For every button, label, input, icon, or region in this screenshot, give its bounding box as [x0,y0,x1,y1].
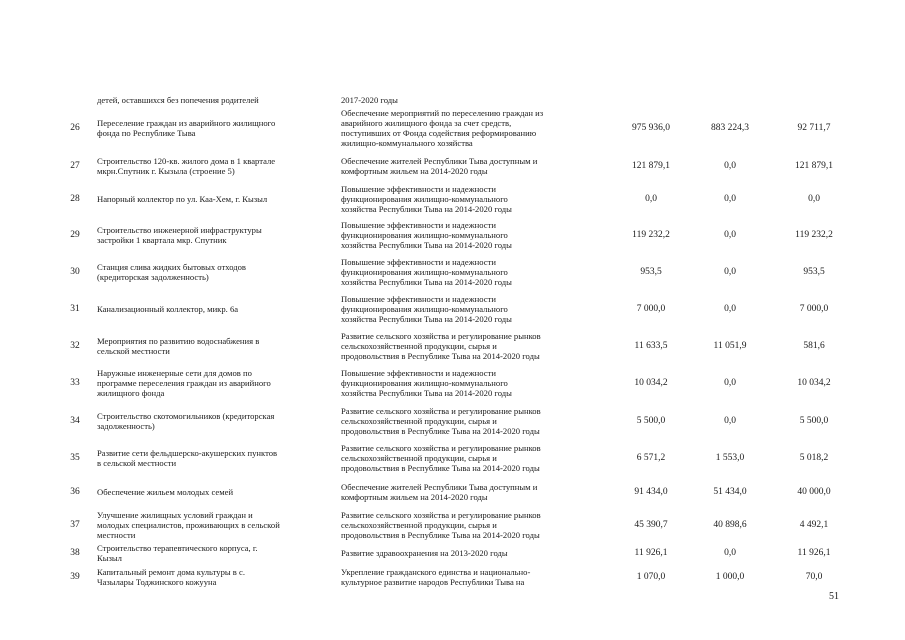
row-program-line: Обеспечение жителей Республики Тыва доступным и [341,155,538,166]
row-number: 27 [70,161,80,171]
row-name-line: Улучшение жилищных условий граждан и [97,509,253,520]
row-program-line: сельскохозяйственной продукции, сырья и [341,519,497,530]
row-name-line: сельской местности [97,346,170,356]
row-value-federal: 1 000,0 [715,572,745,582]
row-name-line: (кредиторская задолженность) [97,272,209,282]
row-value-republic: 121 879,1 [795,161,833,171]
row-value-republic: 7 000,0 [799,304,829,314]
row-program-line: комфортным жильем на 2014-2020 годы [341,166,488,176]
row-program [341,257,603,288]
row-name-line: Мероприятия по развитию водоснабжения в [97,335,260,346]
row-program [341,406,603,437]
row-program-line: Обеспечение жителей Республики Тыва доступным и [341,481,538,492]
row-program [341,368,603,399]
row-program-line: Обеспечение мероприятий по переселению граждан из [341,107,544,118]
row-name-line: жилищного фонда [97,388,165,399]
row-value-republic: 0,0 [808,194,820,204]
row-value-republic: 4 492,1 [799,520,829,530]
row-name [97,156,337,176]
row-value-republic: 11 926,1 [797,548,831,558]
row-program [341,510,603,541]
row-program-line: хозяйства Республики Тыва на 2014-2020 годы [341,204,512,215]
row-name-line: Напорный коллектор по ул. Каа-Хем, г. Кызыл [97,193,268,204]
row-number: 33 [70,378,80,388]
row-program-line: Повышение эффективности и надежности [341,219,496,230]
row-number: 39 [70,572,80,582]
row-program [341,331,603,362]
row-name [97,487,337,497]
row-name [97,118,337,138]
row-program-line: Повышение эффективности и надежности [341,183,496,194]
row-name-line: молодых специалистов, проживающих в сельской [97,519,280,530]
row-name-line: Обеспечение жильем молодых семей [97,486,234,497]
row-program-line: аварийного жилищного фонда за счет средств, [341,117,512,128]
row-program-line: продовольствия в Республике Тыва на 2014-2020 годы [341,530,540,541]
row-program-line: Повышение эффективности и надежности [341,367,496,378]
row-value-total: 975 936,0 [632,123,670,133]
row-program-line: функционирования жилищно-коммунального [341,303,508,314]
row-number: 28 [70,194,80,204]
row-number: 34 [70,416,80,426]
row-program-line: Развитие сельского хозяйства и регулирование рынков [341,442,541,453]
row-name [97,448,337,468]
row-program-line: Развитие сельского хозяйства и регулирование рынков [341,330,541,341]
row-name-line: фонда по Республике Тыва [97,128,196,138]
row-program-line: сельскохозяйственной продукции, сырья и [341,340,497,351]
top-row-program [341,95,603,105]
row-value-total: 10 034,2 [634,378,668,388]
row-program-line: Развитие сельского хозяйства и регулирование рынков [341,405,541,416]
row-name [97,304,337,314]
row-value-total: 121 879,1 [632,161,670,171]
row-value-federal: 51 434,0 [713,487,747,497]
row-program [341,294,603,325]
row-name-line: Развитие сети фельдшерско-акушерских пунктов [97,447,278,458]
row-program-line: хозяйства Республики Тыва на 2014-2020 годы [341,277,512,288]
row-program-line: Укрепление гражданского единства и национально- [341,566,531,577]
row-program-line: функционирования жилищно-коммунального [341,229,508,240]
row-value-republic: 953,5 [803,267,825,277]
row-program-line: хозяйства Республики Тыва на 2014-2020 годы [341,240,512,251]
row-value-federal: 40 898,6 [713,520,747,530]
row-value-republic: 10 034,2 [797,378,831,388]
row-program-line: продовольствия в Республике Тыва на 2014-2020 годы [341,463,540,474]
row-program-line: сельскохозяйственной продукции, сырья и [341,415,497,426]
row-program-line: комфортным жильем на 2014-2020 годы [341,492,488,502]
row-name-line: Строительство терапевтического корпуса, г. [97,542,258,553]
top-row-program-text: 2017-2020 годы [341,95,398,105]
row-name-line: Кызыл [97,553,122,563]
row-program [341,482,603,502]
row-program [341,548,603,558]
row-value-republic: 70,0 [805,572,823,582]
row-number: 32 [70,341,80,351]
row-name-line: программе переселения граждан из аварийного [97,377,271,388]
row-number: 37 [70,520,80,530]
row-name [97,368,337,399]
row-program [341,567,603,587]
row-program-line: сельскохозяйственной продукции, сырья и [341,452,497,463]
row-program-line: Развитие здравоохранения на 2013-2020 годы [341,547,508,558]
row-program-line: Повышение эффективности и надежности [341,256,496,267]
row-name-line: Станция слива жидких бытовых отходов [97,261,246,272]
row-name [97,510,337,541]
row-value-federal: 0,0 [724,194,736,204]
row-program-line: жилищно-коммунального хозяйства [341,138,473,149]
row-program [341,108,603,149]
row-program-line: продовольствия в Республике Тыва на 2014-2020 годы [341,351,540,362]
row-name [97,411,337,431]
row-program-line: продовольствия в Республике Тыва на 2014-2020 годы [341,426,540,437]
row-program [341,220,603,251]
top-row-name-text: детей, оставшихся без попечения родителей [97,95,259,105]
row-program-line: хозяйства Республики Тыва на 2014-2020 годы [341,388,512,399]
row-name [97,543,337,563]
row-program-line: поступивших от Фонда содействия реформированию [341,128,537,138]
row-value-total: 1 070,0 [636,572,666,582]
row-name [97,262,337,282]
row-value-federal: 0,0 [724,161,736,171]
row-name-line: задолженность) [97,421,155,431]
row-value-total: 5 500,0 [636,416,666,426]
row-name-line: Наружные инженерные сети для домов по [97,367,252,378]
row-number: 29 [70,230,80,240]
row-value-total: 953,5 [640,267,662,277]
row-name-line: Капитальный ремонт дома культуры в с. [97,566,245,577]
row-value-total: 11 633,5 [634,341,668,351]
row-program-line: функционирования жилищно-коммунального [341,266,508,277]
row-value-total: 11 926,1 [634,548,668,558]
row-value-total: 6 571,2 [636,453,666,463]
row-value-republic: 40 000,0 [797,487,831,497]
row-name [97,567,337,587]
row-name-line: в сельской местности [97,458,177,468]
row-program [341,184,603,215]
row-value-total: 0,0 [645,194,657,204]
row-value-federal: 0,0 [724,378,736,388]
row-name-line: местности [97,530,136,541]
row-name-line: Канализационный коллектор, микр. 6а [97,303,239,314]
row-value-federal: 1 553,0 [715,453,745,463]
row-value-total: 7 000,0 [636,304,666,314]
row-program-line: хозяйства Республики Тыва на 2014-2020 годы [341,314,512,325]
row-value-republic: 581,6 [803,341,825,351]
row-name [97,194,337,204]
row-value-total: 45 390,7 [634,520,668,530]
row-name-line: Переселение граждан из аварийного жилищного [97,117,276,128]
top-row-name [97,95,337,105]
row-program [341,156,603,176]
row-number: 30 [70,267,80,277]
row-program-line: функционирования жилищно-коммунального [341,377,508,388]
row-name-line: Строительство 120-кв. жилого дома в 1 квартале [97,155,276,166]
row-value-federal: 0,0 [724,230,736,240]
row-value-republic: 5 018,2 [799,453,829,463]
row-value-federal: 0,0 [724,548,736,558]
row-name-line: Строительство скотомогильников (кредиторская [97,410,275,421]
row-program [341,443,603,474]
row-value-federal: 0,0 [724,304,736,314]
page-number: 51 [829,591,839,602]
row-value-total: 119 232,2 [632,230,670,240]
row-program-line: функционирования жилищно-коммунального [341,193,508,204]
row-value-republic: 5 500,0 [799,416,829,426]
row-name-line: застройки 1 квартала мкр. Спутник [97,235,227,245]
row-number: 35 [70,453,80,463]
row-program-line: культурное развитие народов Республики Тыва на [341,577,525,587]
row-value-total: 91 434,0 [634,487,668,497]
row-name [97,225,337,245]
row-program-line: Развитие сельского хозяйства и регулирование рынков [341,509,541,520]
row-number: 26 [70,123,80,133]
row-value-republic: 92 711,7 [797,123,831,133]
row-name-line: Строительство инженерной инфраструктуры [97,224,262,235]
row-program-line: Повышение эффективности и надежности [341,293,496,304]
row-name [97,336,337,356]
row-name-line: Чазылары Тоджинского кожууна [97,577,217,587]
row-number: 38 [70,548,80,558]
row-value-republic: 119 232,2 [795,230,833,240]
row-value-federal: 0,0 [724,416,736,426]
row-value-federal: 0,0 [724,267,736,277]
row-name-line: мкрн.Спутник г. Кызыла (строение 5) [97,166,235,176]
row-number: 31 [70,304,80,314]
row-number: 36 [70,487,80,497]
row-value-federal: 883 224,3 [711,123,749,133]
row-value-federal: 11 051,9 [713,341,747,351]
